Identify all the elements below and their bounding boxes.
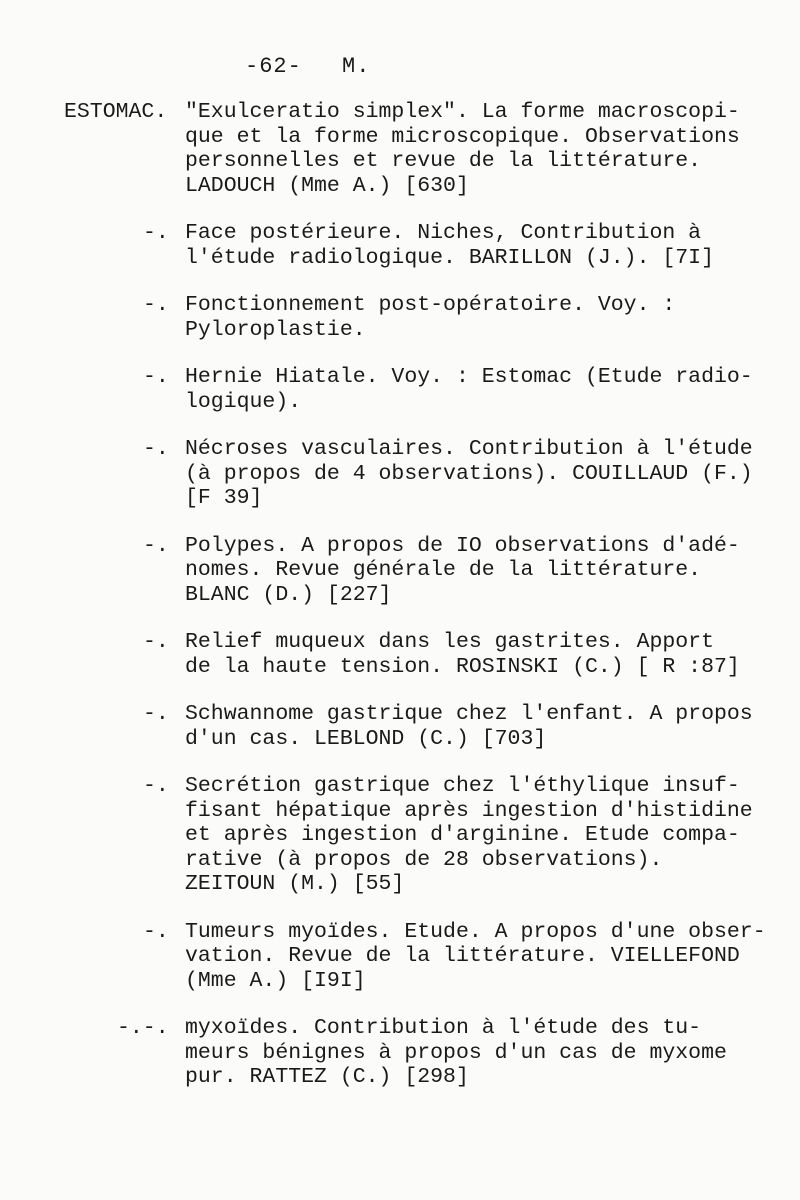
entry-line: l'étude radiologique. BARILLON (J.). [7I] — [185, 245, 714, 270]
entry-line: (à propos de 4 observations). COUILLAUD (F.) — [185, 461, 753, 486]
index-entry — [0, 534, 800, 608]
index-entry — [0, 920, 800, 994]
entry-line: pur. RATTEZ (C.) [298] — [185, 1065, 469, 1089]
entry-line: d'un cas. LEBLOND (C.) [703] — [185, 726, 547, 751]
index-entry — [0, 1016, 800, 1090]
index-entry — [0, 100, 800, 198]
entry-line: de la haute tension. ROSINSKI (C.) [ R :87] — [185, 654, 740, 679]
index-entry — [0, 437, 800, 511]
entry-line: nomes. Revue générale de la littérature. — [185, 558, 702, 582]
entry-dash: -.-. — [117, 1016, 169, 1040]
entry-dash: -. — [143, 630, 169, 654]
entry-line: myxoïdes. Contribution à l'étude des tu- — [185, 1016, 702, 1040]
entry-line: Fonctionnement post-opératoire. Voy. : — [185, 293, 676, 317]
entry-dash: -. — [143, 437, 169, 461]
entry-dash: -. — [143, 919, 169, 944]
entry-line: (Mme A.) [I9I] — [185, 968, 366, 993]
page-number: -62- — [245, 54, 302, 79]
entry-line: Polypes. A propos de IO observations d'adé- — [185, 533, 740, 558]
index-entry — [0, 702, 800, 751]
entry-line: que et la forme microscopique. Observations — [185, 124, 740, 149]
entry-line: BLANC (D.) [227] — [185, 582, 392, 607]
entry-line: fisant hépatique après ingestion d'histidine — [185, 798, 753, 823]
index-entry — [0, 365, 800, 414]
entry-line: vation. Revue de la littérature. VIELLEFOND — [185, 944, 740, 968]
entry-line: rative (à propos de 28 observations). — [185, 847, 663, 872]
entry-line: Hernie Hiatale. Voy. : Estomac (Etude radio- — [185, 365, 753, 389]
entry-line: ZEITOUN (M.) [55] — [185, 872, 405, 896]
entry-line: "Exulceratio simplex". La forme macroscopi- — [185, 100, 740, 124]
entry-line: Face postérieure. Niches, Contribution à — [185, 221, 702, 245]
entry-line: Nécroses vasculaires. Contribution à l'étude — [185, 437, 753, 461]
index-entry — [0, 293, 800, 342]
index-letter: M. — [342, 54, 371, 79]
entry-heading: ESTOMAC. — [64, 100, 168, 124]
entry-line: Tumeurs myoïdes. Etude. A propos d'une obser- — [185, 919, 766, 944]
entry-line: Schwannome gastrique chez l'enfant. A propos — [185, 702, 753, 726]
entry-dash: -. — [143, 533, 169, 558]
index-entry — [0, 774, 800, 897]
entry-line: meurs bénignes à propos d'un cas de myxome — [185, 1040, 727, 1065]
page-header — [245, 54, 370, 79]
entry-line: logique). — [185, 389, 302, 414]
entry-line: personnelles et revue de la littérature. — [185, 149, 702, 173]
entry-line: [F 39] — [185, 486, 263, 510]
entry-line: et après ingestion d'arginine. Etude compa- — [185, 823, 740, 847]
entry-dash: -. — [143, 774, 169, 798]
entry-line: Pyloroplastie. — [185, 317, 366, 342]
entry-dash: -. — [143, 293, 169, 317]
entry-dash: -. — [143, 365, 169, 389]
index-entries — [0, 100, 800, 1113]
entry-line: Relief muqueux dans les gastrites. Apport — [185, 630, 714, 654]
entry-line: Secrétion gastrique chez l'éthylique insuf- — [185, 774, 740, 798]
entry-line: LADOUCH (Mme A.) [630] — [185, 173, 469, 198]
index-entry — [0, 221, 800, 270]
entry-dash: -. — [143, 221, 169, 245]
entry-dash: -. — [143, 702, 169, 726]
index-entry — [0, 630, 800, 679]
